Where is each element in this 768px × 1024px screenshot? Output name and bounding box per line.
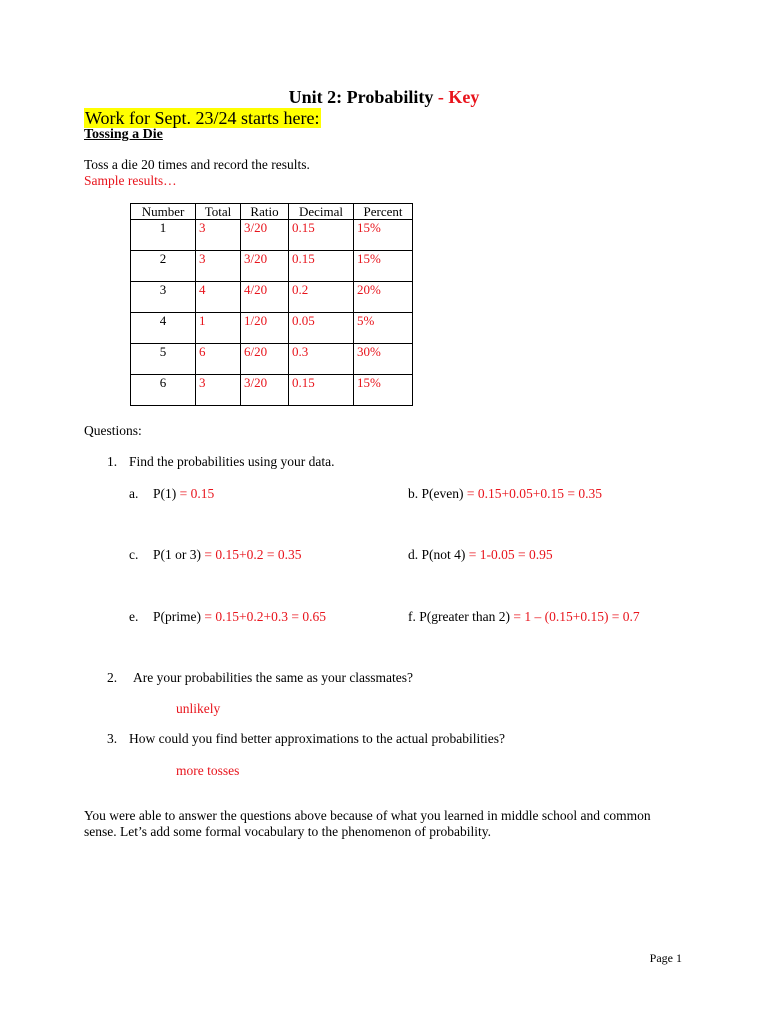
column-header-percent: Percent <box>354 204 413 220</box>
cell-ratio: 1/20 <box>241 313 289 344</box>
part-c <box>153 547 301 563</box>
table-header-row <box>131 204 413 220</box>
cell-number: 1 <box>131 220 196 251</box>
question-3-answer: more tosses <box>176 763 240 778</box>
table-row <box>131 313 413 344</box>
closing-line-1: You were able to answer the questions above because of what you learned in middle school and common <box>84 808 651 823</box>
question-3-text: How could you find better approximations to the actual probabilities? <box>129 731 506 746</box>
title-main: Unit 2: Probability <box>288 87 434 107</box>
cell-total: 4 <box>196 282 241 313</box>
results-table <box>130 203 413 406</box>
question-3-number: 3. <box>107 731 118 746</box>
part-b-label: b. <box>408 486 419 501</box>
highlighted-banner: Work for Sept. 23/24 starts here: <box>85 108 320 128</box>
cell-number: 2 <box>131 251 196 282</box>
cell-total: 3 <box>196 375 241 406</box>
part-a-label: a. <box>129 486 139 501</box>
cell-number: 4 <box>131 313 196 344</box>
question-2-answer: unlikely <box>176 701 221 716</box>
part-c-label: c. <box>129 547 139 562</box>
part-e-question: P(prime) <box>153 609 201 624</box>
part-f-label: f. <box>408 609 416 624</box>
cell-decimal: 0.05 <box>289 313 354 344</box>
cell-ratio: 3/20 <box>241 251 289 282</box>
question-2-text: Are your probabilities the same as your classmates? <box>133 670 414 685</box>
column-header-ratio: Ratio <box>241 204 289 220</box>
cell-ratio: 3/20 <box>241 220 289 251</box>
column-header-number: Number <box>131 204 196 220</box>
table-row <box>131 220 413 251</box>
part-d-label: d. <box>408 547 419 562</box>
part-a-question: P(1) <box>153 486 177 501</box>
closing-line-2: sense. Let’s add some formal vocabulary to the phenomenon of probability. <box>84 824 492 839</box>
cell-percent: 15% <box>354 375 413 406</box>
part-f-answer: = 1 – (0.15+0.15) = 0.7 <box>509 609 640 624</box>
cell-decimal: 0.15 <box>289 220 354 251</box>
cell-total: 1 <box>196 313 241 344</box>
cell-decimal: 0.15 <box>289 375 354 406</box>
part-e-answer: = 0.15+0.2+0.3 = 0.65 <box>201 609 326 624</box>
part-a-answer: = 0.15 <box>176 486 215 501</box>
page-title <box>0 86 768 108</box>
cell-percent: 20% <box>354 282 413 313</box>
section-heading: Tossing a Die <box>84 127 163 142</box>
part-a <box>153 486 214 502</box>
table-row <box>131 344 413 375</box>
cell-ratio: 3/20 <box>241 375 289 406</box>
cell-percent: 15% <box>354 220 413 251</box>
part-e <box>153 609 326 625</box>
part-c-question: P(1 or 3) <box>153 547 201 562</box>
title-key: - Key <box>433 87 480 107</box>
cell-percent: 15% <box>354 251 413 282</box>
part-e-label: e. <box>129 609 139 624</box>
cell-decimal: 0.3 <box>289 344 354 375</box>
page-number: Page 1 <box>649 951 682 965</box>
instruction-text: Toss a die 20 times and record the results. <box>84 157 310 172</box>
cell-ratio: 4/20 <box>241 282 289 313</box>
table-row <box>131 282 413 313</box>
part-f-question: P(greater than 2) <box>419 609 510 624</box>
cell-number: 6 <box>131 375 196 406</box>
part-c-answer: = 0.15+0.2 = 0.35 <box>201 547 302 562</box>
part-d-question: P(not 4) <box>421 547 466 562</box>
cell-total: 3 <box>196 220 241 251</box>
table-row <box>131 251 413 282</box>
part-f <box>408 609 640 625</box>
cell-decimal: 0.2 <box>289 282 354 313</box>
part-d-answer: = 1-0.05 = 0.95 <box>465 547 553 562</box>
column-header-total: Total <box>196 204 241 220</box>
table-row <box>131 375 413 406</box>
cell-decimal: 0.15 <box>289 251 354 282</box>
question-2-number: 2. <box>107 670 118 685</box>
cell-ratio: 6/20 <box>241 344 289 375</box>
part-b-answer: = 0.15+0.05+0.15 = 0.35 <box>463 486 602 501</box>
cell-number: 5 <box>131 344 196 375</box>
cell-percent: 5% <box>354 313 413 344</box>
cell-percent: 30% <box>354 344 413 375</box>
part-b <box>408 486 602 502</box>
question-1-text: Find the probabilities using your data. <box>129 454 335 469</box>
cell-number: 3 <box>131 282 196 313</box>
question-1-number: 1. <box>107 454 118 469</box>
questions-heading: Questions: <box>84 423 142 438</box>
column-header-decimal: Decimal <box>289 204 354 220</box>
cell-total: 3 <box>196 251 241 282</box>
part-b-question: P(even) <box>421 486 464 501</box>
cell-total: 6 <box>196 344 241 375</box>
sample-results-note: Sample results… <box>84 173 177 188</box>
part-d <box>408 547 553 563</box>
